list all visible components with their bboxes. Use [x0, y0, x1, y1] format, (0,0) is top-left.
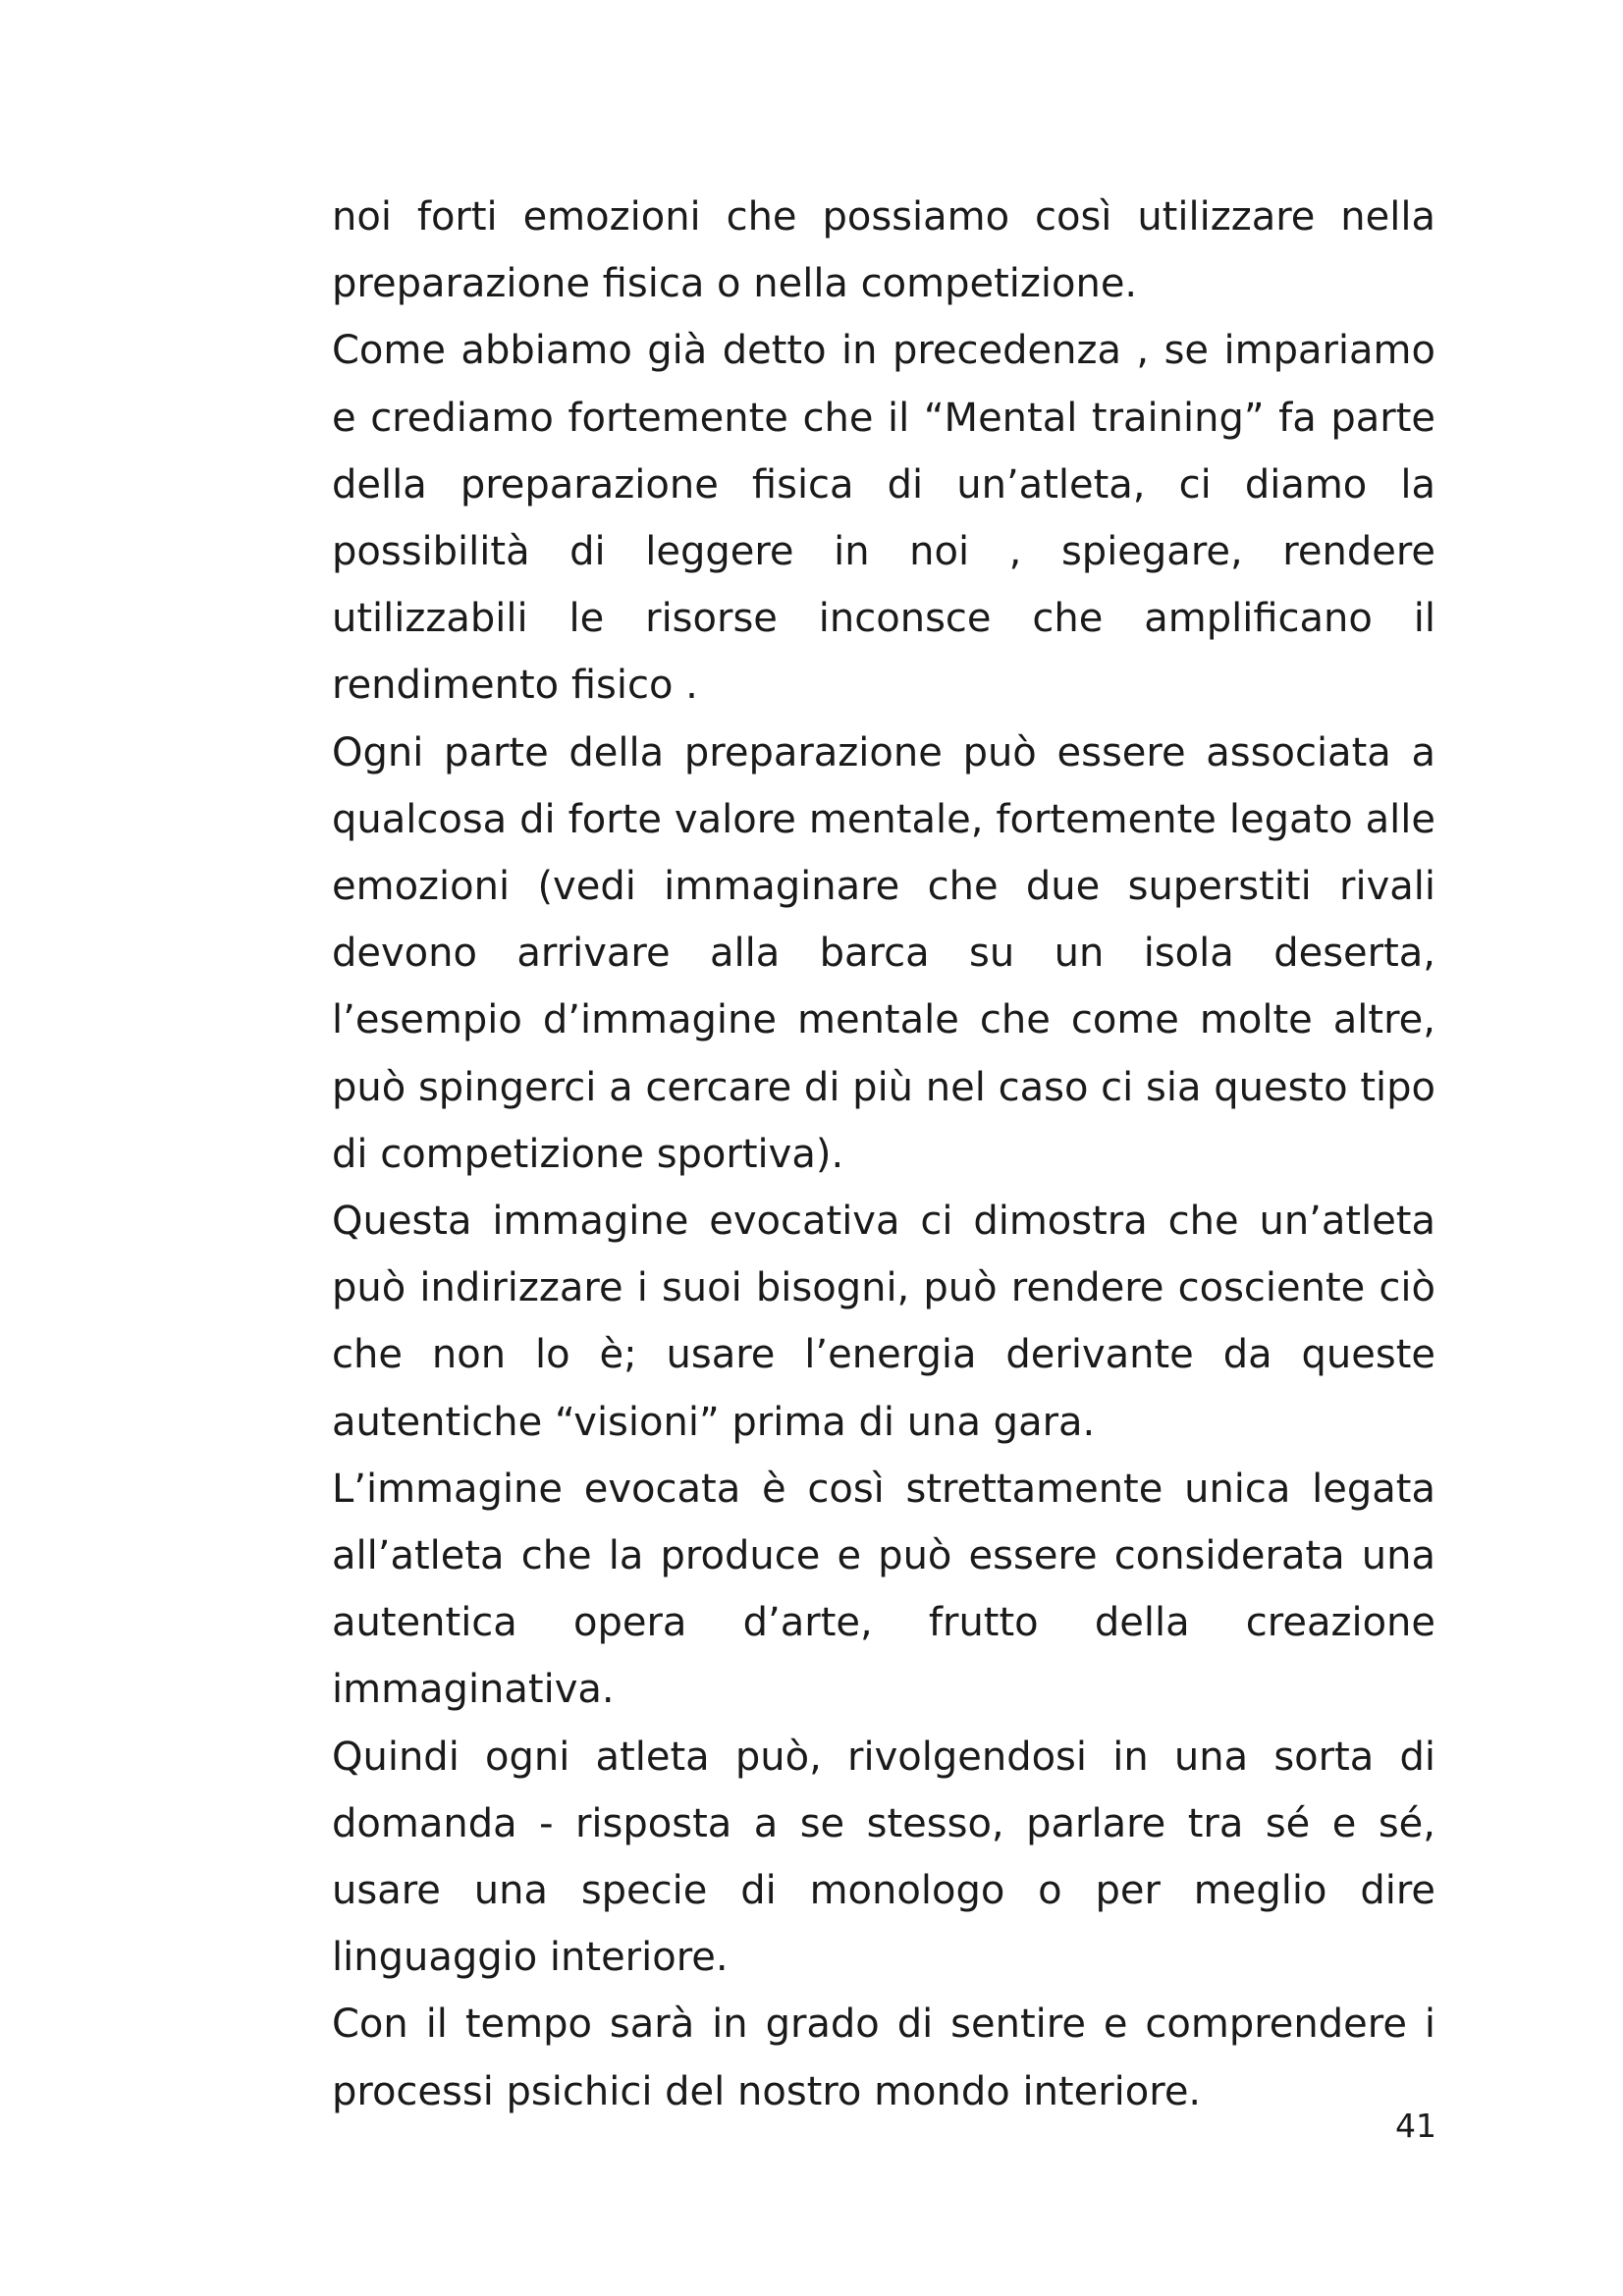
- paragraph-6: Quindi ogni atleta può, rivolgendosi in una sorta di domanda - risposta a se stesso, parlare tra sé e sé, usare una specie di monologo o per meglio dire linguaggio interiore.: [332, 1734, 1435, 1981]
- paragraph-5: L’immagine evocata è così strettamente unica legata all’atleta che la produce e può essere considerata una autentica opera d’arte, frutto della creazione immaginativa.: [332, 1466, 1435, 1713]
- paragraph-2: Come abbiamo già detto in precedenza , se impariamo e crediamo fortemente che il “Mental training” fa parte della preparazione fisica di un’atleta, ci diamo la possibilità di leggere in noi , spiegare, rendere utilizzabili le risorse inconsce che amplificano il rendimento fisico .: [332, 328, 1435, 709]
- paragraph-1: noi forti emozioni che possiamo così utilizzare nella preparazione fisica o nella competizione.: [332, 194, 1435, 307]
- paragraph-7: Con il tempo sarà in grado di sentire e comprendere i processi psichici del nostro mondo interiore.: [332, 2002, 1435, 2114]
- page-body: [332, 184, 1435, 2125]
- paragraph-3: Ogni parte della preparazione può essere associata a qualcosa di forte valore mentale, fortemente legato alle emozioni (vedi immaginare che due superstiti rivali devono arrivare alla barca su un isola deserta, l’esempio d’immagine mentale che come molte altre, può spingerci a cercare di più nel caso ci sia questo tipo di competizione sportiva).: [332, 729, 1435, 1177]
- paragraph-4: Questa immagine evocativa ci dimostra che un’atleta può indirizzare i suoi bisogni, può rendere cosciente ciò che non lo è; usare l’energia derivante da queste autentiche “visioni” prima di una gara.: [332, 1199, 1435, 1445]
- page-number: 41: [1395, 2107, 1436, 2145]
